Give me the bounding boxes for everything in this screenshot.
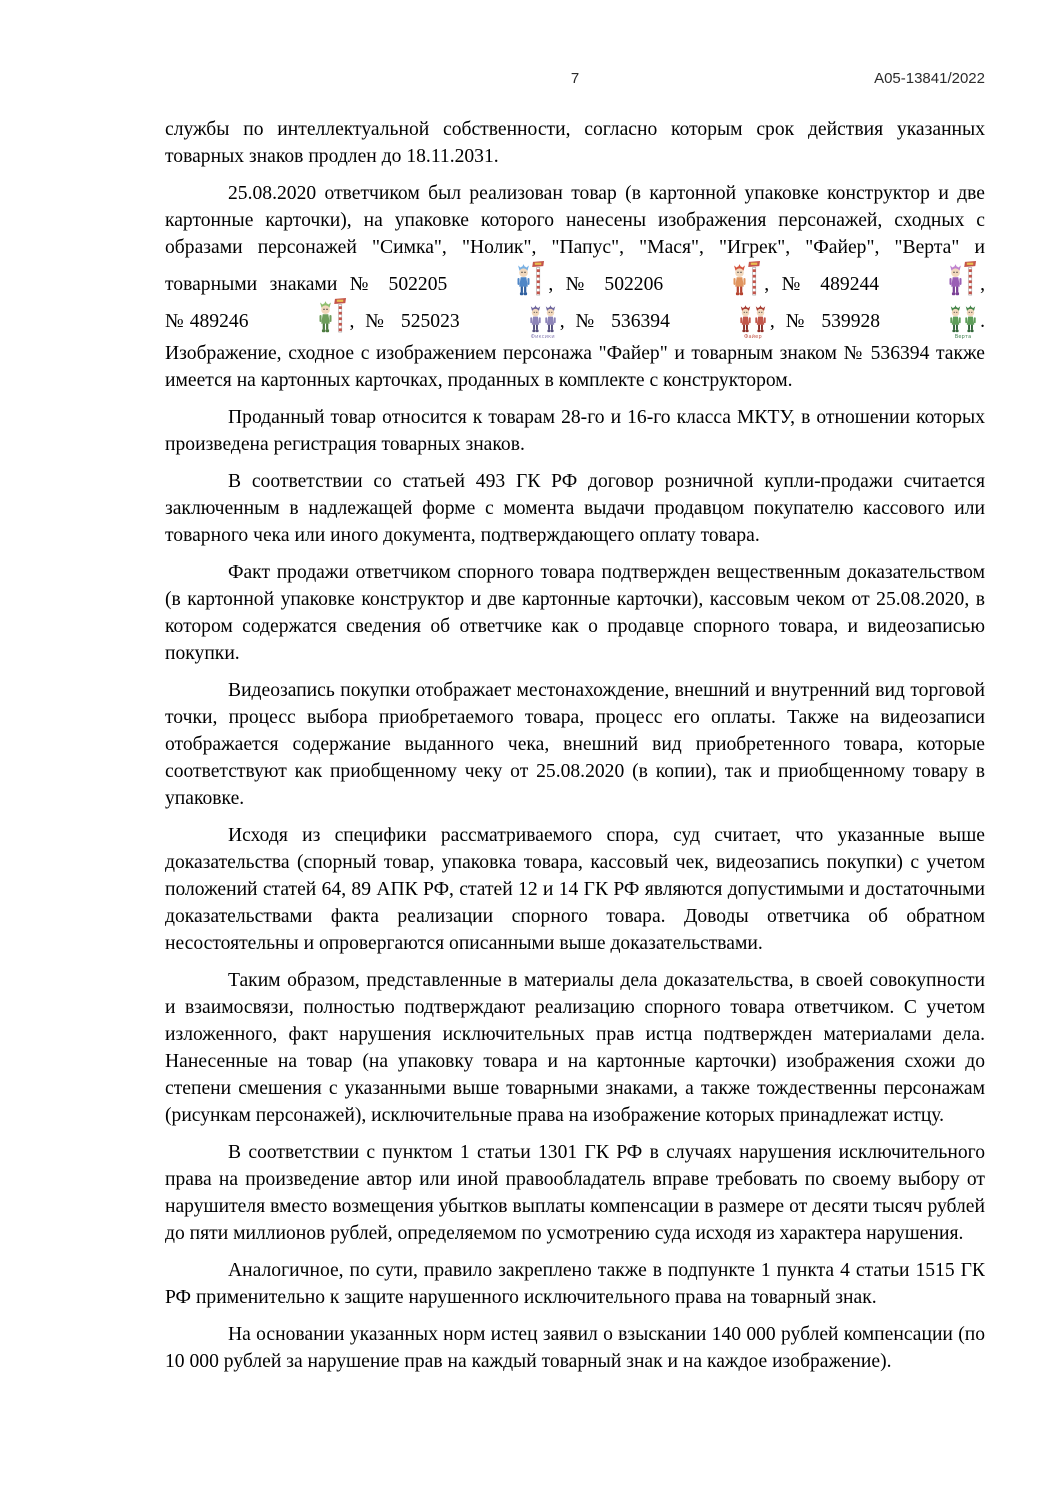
page-number: 7 (570, 70, 580, 87)
text-run: 25.08.2020 ответчиком был реализован товар (в картонной упаковке конструктор и две картонные карточки), на упаковке которого нанесены изображения персонажей, сходных с образами персонажей "Симка", "Нолик", "Папус", "Мася", "Игрек", "Файер", "Верта" и товарными знаками № 502205 (165, 183, 985, 295)
paragraph-sale-fact-evidence: Факт продажи ответчиком спорного товара подтвержден вещественным доказательством (в картонной упаковке конструктор и две картонные карточки), кассовым чеком от 25.08.2020, в котором содержатся сведения об ответчике как о продавце спорного товара, и видеозаписью покупки. (165, 562, 985, 664)
paragraph-article-1301-gk-rf: В соответствии с пунктом 1 статьи 1301 ГК РФ в случаях нарушения исключительного права на произведение автор или иной правообладатель вправе требовать по своему выбору от нарушителя вместо возмещения убытков выплаты компенсации в размере от десяти тысяч рублей до пяти миллионов рублей, определяемом по усмотрению суда исходя из характера нарушения. (165, 1142, 985, 1244)
text-run: , № 502206 (548, 274, 664, 295)
text-run: . Изображение, сходное с изображением персонажа "Файер" и товарным знаком № 536394 также имеется на картонных карточках, проданных в комплекте с конструктором. (165, 311, 986, 391)
paragraph-infringement-conclusion: Таким образом, представленные в материалы дела доказательства, в своей совокупности и взаимосвязи, полностью подтверждают реализацию спорного товара ответчиком. С учетом изложенного, факт нарушения исключительных прав истца подтвержден материалами дела. Нанесенные на товар (на упаковку товара и на картонные карточки) изображения схожи до степени смешения с указанными выше товарными знаками, а также тождественны персонажам (рисункам персонажей), исключительные права на изображение которых принадлежат истцу. (165, 970, 985, 1126)
fixik-figure-icon (964, 305, 977, 333)
trademark-logo-pole-icon (532, 261, 545, 296)
paragraph-trademark-term-extension: службы по интеллектуальной собственности, согласно которым срок действия указанных товарных знаков продлен до 18.11.2031. (165, 119, 985, 167)
trademark-logo-pole-icon (748, 261, 761, 296)
paragraph-mktu-classes: Проданный товар относится к товарам 28-го и 16-го класса МКТУ, в отношении которых произведена регистрация товарных знаков. (165, 407, 985, 455)
trademark-502205-nolik-character-icon (453, 261, 545, 296)
paragraph-video-recording: Видеозапись покупки отображает местонахождение, внешний и внутренний вид торговой точки, процесс выбора приобретаемого товара, процесс его оплаты. Также на видеозаписи отображается содержание выданного чека, внешний вид приобретенного товара, которые соответствуют как приобщенному чеку от 25.08.2020 (в копии), так и приобщенному товару в упаковке. (165, 680, 985, 809)
text-run: , № 536394 (559, 311, 670, 332)
fixik-figure-icon (732, 264, 747, 296)
page-header (165, 70, 985, 94)
fixik-figure-icon (949, 305, 962, 333)
trademark-caption: Фиксики (530, 334, 555, 340)
paragraph-evidence-admissibility: Исходя из специфики рассматриваемого спора, суд считает, что указанные выше доказательства (спорный товар, упаковка товара, кассовый чек, видеозапись покупки) с учетом положений статей 64, 89 АПК РФ, статей 12 и 14 ГК РФ являются допустимыми и достаточными доказательствами факта реализации спорного товара. Доводы ответчика об обратном несостоятельны и опровергаются описанными выше доказательствами. (165, 825, 985, 954)
fixik-figure-icon (318, 301, 333, 333)
trademark-502206-simka-character-icon (669, 261, 761, 296)
text-run: , № 525023 (349, 311, 460, 332)
trademark-489244-masya-character-icon (885, 261, 977, 296)
fixik-figure-icon (754, 305, 767, 333)
paragraph-compensation-claim: На основании указанных норм истец заявил о взыскании 140 000 рублей компенсации (по 10 000 рублей за нарушение прав на каждый товарный знак и на каждое изображение). (165, 1324, 985, 1372)
fixik-figure-icon (739, 305, 752, 333)
trademark-caption: Верта (954, 334, 972, 340)
trademark-caption: Файер (743, 334, 762, 340)
trademark-539928-verta-pair-icon (886, 305, 977, 340)
trademark-logo-pole-icon (964, 261, 977, 296)
document-body (165, 116, 985, 1375)
text-run: , № 489244 (764, 274, 880, 295)
paragraph-goods-sold-with-trademarks (165, 180, 985, 394)
trademark-489246-papus-character-icon (255, 298, 347, 333)
trademark-525023-fixiki-pair-icon (466, 305, 557, 340)
fixik-figure-icon (544, 305, 557, 333)
text-run: , № 539928 (769, 311, 881, 332)
fixik-figure-icon (516, 264, 531, 296)
fixik-figure-icon (529, 305, 542, 333)
trademark-logo-pole-icon (334, 298, 347, 333)
paragraph-article-1515-gk-rf: Аналогичное, по сути, правило закреплено также в подпункте 1 пункта 4 статьи 1515 ГК РФ применительно к защите нарушенного исключительного права на товарный знак. (165, 1260, 985, 1308)
paragraph-article-493-gk-rf: В соответствии со статьей 493 ГК РФ договор розничной купли-продажи считается заключенным в надлежащей форме с момента выдачи продавцом покупателю кассового или товарного чека или иного документа, подтверждающего оплату товара. (165, 471, 985, 546)
case-number: А05-13841/2022 (874, 70, 985, 87)
text-run: , №489246 (165, 274, 985, 332)
fixik-figure-icon (948, 264, 963, 296)
trademark-536394-fayer-pair-icon (676, 305, 767, 340)
